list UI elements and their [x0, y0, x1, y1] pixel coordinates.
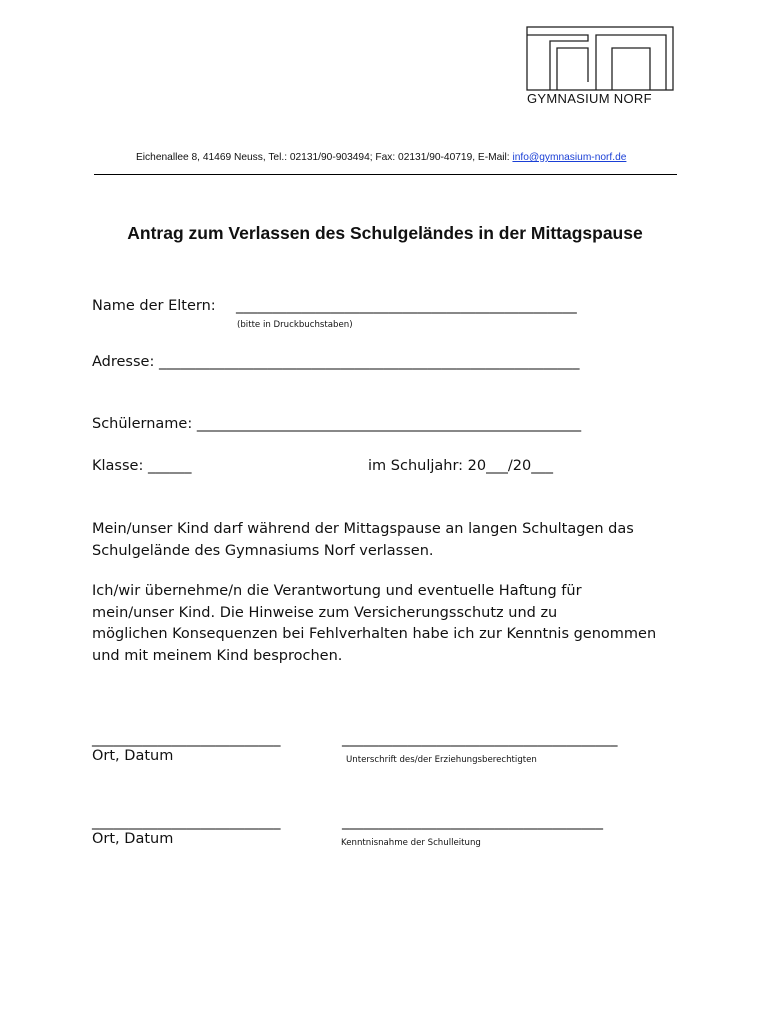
paragraph-line: und mit meinem Kind besprochen.: [92, 647, 343, 664]
paragraph-line: Schulgelände des Gymnasiums Norf verlassen.: [92, 542, 434, 559]
form-title: Antrag zum Verlassen des Schulgeländes in der Mittagspause: [127, 223, 643, 243]
parents-name-hint: (bitte in Druckbuchstaben): [237, 320, 353, 330]
paragraph-line: möglichen Konsequenzen bei Fehlverhalten habe ich zur Kenntnis genommen: [92, 626, 657, 642]
student-name-field[interactable]: Schülername: _____________________________________________________: [92, 416, 582, 432]
contact-details: Eichenallee 8, 41469 Neuss, Tel.: 02131/90-903494; Fax: 02131/90-40719, E-Mail:: [136, 152, 513, 163]
school-ack-label: Kenntnisnahme der Schulleitung: [341, 838, 481, 848]
place-date-label-1: Ort, Datum: [92, 748, 174, 764]
place-date-line-2[interactable]: __________________________: [92, 814, 281, 830]
school-year-field[interactable]: im Schuljahr: 20___/20___: [368, 458, 553, 474]
paragraph-line: mein/unser Kind. Die Hinweise zum Versicherungsschutz und zu: [92, 604, 558, 621]
email-link[interactable]: info@gymnasium-norf.de: [512, 152, 627, 163]
logo-text: GYMNASIUM NORF: [527, 91, 652, 106]
permission-paragraph: [92, 519, 634, 562]
header-divider: [94, 174, 677, 175]
parents-name-label: Name der Eltern:: [92, 298, 216, 314]
paragraph-line: Ich/wir übernehme/n die Verantwortung und eventuelle Haftung für: [92, 583, 582, 599]
class-field[interactable]: Klasse: ______: [92, 458, 192, 474]
liability-paragraph: [92, 581, 656, 667]
address-field[interactable]: Adresse: __________________________________________________________: [92, 354, 580, 370]
guardian-signature-label: Unterschrift des/der Erziehungsberechtigten: [346, 755, 537, 765]
place-date-line-1[interactable]: __________________________: [92, 731, 281, 747]
guardian-signature-line[interactable]: ______________________________________: [342, 731, 618, 747]
parents-name-line[interactable]: _______________________________________________: [236, 298, 577, 314]
place-date-label-2: Ort, Datum: [92, 831, 174, 847]
contact-line: [136, 152, 626, 163]
school-ack-line[interactable]: ____________________________________: [342, 814, 603, 830]
paragraph-line: Mein/unser Kind darf während der Mittagspause an langen Schultagen das: [92, 521, 634, 537]
